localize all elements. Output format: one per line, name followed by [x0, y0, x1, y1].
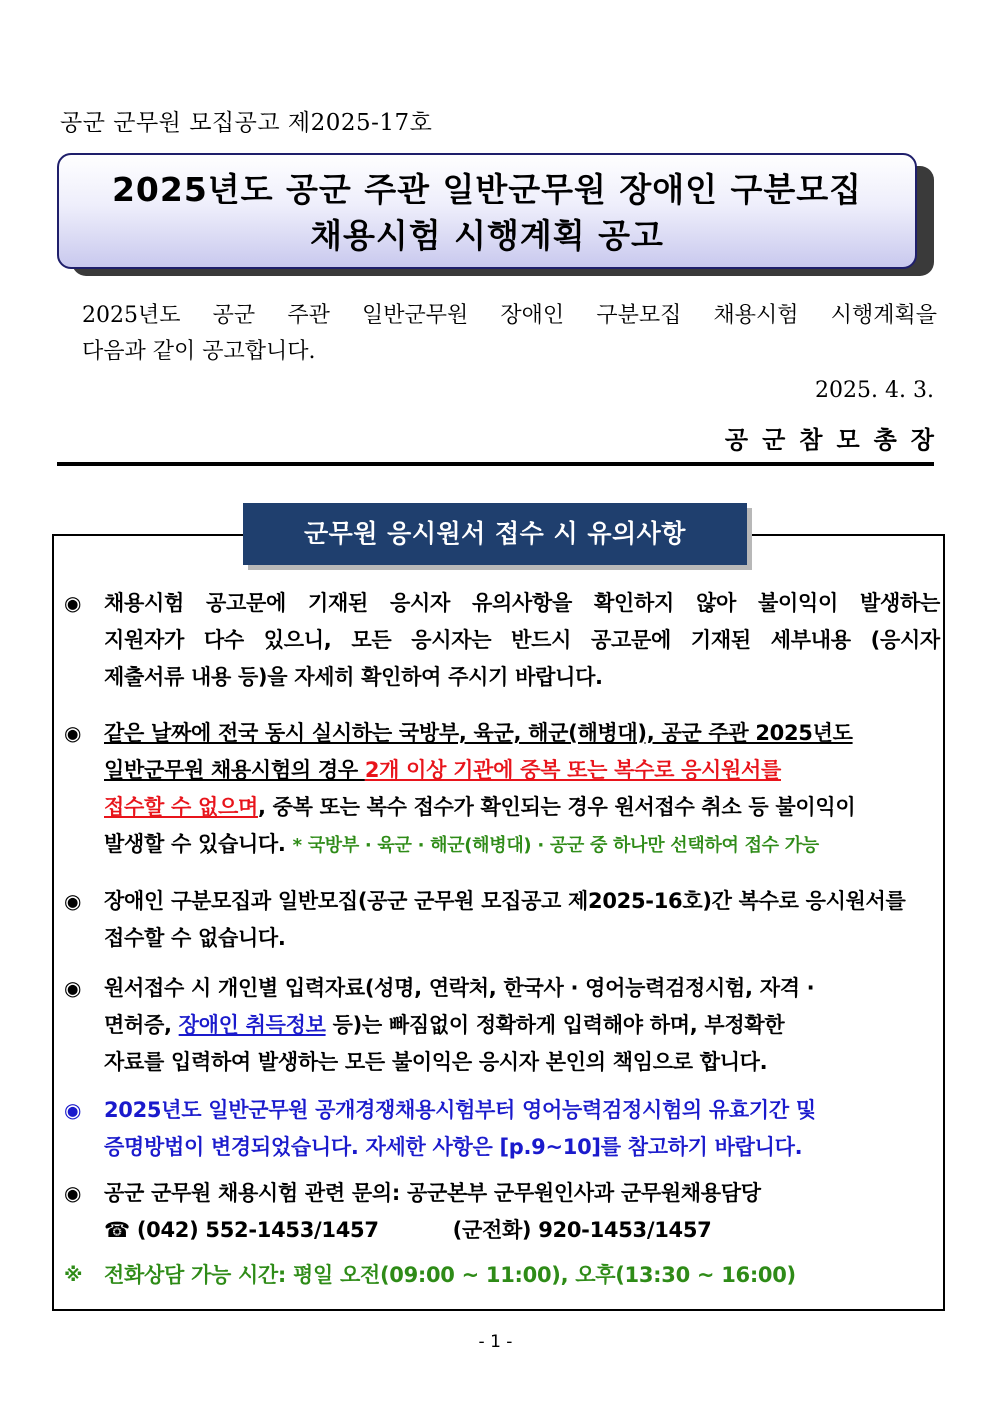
item3-line2: 접수할 수 없습니다. — [104, 926, 286, 950]
item1-line3: 제출서류 내용 등)을 자세히 확인하여 주시기 바랍니다. — [104, 665, 603, 689]
item2-line1: 같은 날짜에 전국 동시 실시하는 국방부, 육군, 해군(해병대), 공군 주관 2025년도 — [104, 721, 853, 745]
military-phone-number: (군전화) 920-1453/1457 — [452, 1218, 712, 1242]
bullet-icon: ◉ — [64, 889, 82, 913]
item4-line3: 자료를 입력하여 발생하는 모든 불이익은 응시자 본인의 책임으로 합니다. — [104, 1050, 768, 1074]
item1-line1: 채용시험 공고문에 기재된 응시자 유의사항을 확인하지 않아 불이익이 발생하는 — [104, 591, 940, 615]
notice-item-1 — [64, 585, 940, 696]
item4-line2: 면허증, 장애인 취득정보 등)는 빠짐없이 정확하게 입력해야 하며, 부정확한 — [104, 1013, 785, 1037]
title-line-2: 채용시험 시행계획 공고 — [310, 216, 664, 255]
bullet-icon: ◉ — [64, 1181, 82, 1205]
title-line-1: 2025년도 공군 주관 일반군무원 장애인 구분모집 — [111, 170, 863, 209]
bullet-icon: ◉ — [64, 591, 82, 615]
divider-rule — [57, 462, 934, 466]
phone-number: (042) 552-1453/1457 — [136, 1218, 379, 1242]
cannot-submit-warning: 접수할 수 없으며 — [104, 795, 258, 819]
notice-item-2 — [64, 715, 940, 864]
intro-word: 구분모집 — [596, 303, 682, 328]
item2-line3: 접수할 수 없으며, 중복 또는 복수 접수가 확인되는 경우 원서접수 취소 등 불이익이 — [104, 795, 856, 819]
note-mark-icon: ※ — [64, 1264, 83, 1286]
bullet-icon: ◉ — [64, 976, 82, 1000]
disability-info-link[interactable]: 장애인 취득정보 — [178, 1013, 326, 1037]
item3-line1: 장애인 구분모집과 일반모집(공군 군무원 모집공고 제2025-16호)간 복수로 응시원서를 — [104, 889, 906, 913]
phone-icon: ☎ — [104, 1218, 130, 1242]
item6-line2 — [104, 1212, 940, 1249]
agency-choice-note: * 국방부 · 육군 · 해군(해병대) · 공군 중 하나만 선택하여 접수 가능 — [292, 835, 819, 856]
call-hours-note: ※ 전화상담 가능 시간: 평일 오전(09:00 ~ 11:00), 오후(13:30 ~ 16:00) — [64, 1257, 940, 1294]
intro-word: 장애인 — [500, 303, 565, 328]
intro-word: 일반군무원 — [362, 303, 469, 328]
bullet-icon: ◉ — [64, 1098, 82, 1122]
notice-item-3 — [64, 883, 940, 957]
issuer: 공군참모총장 — [724, 425, 948, 454]
intro-word: 공군 — [212, 303, 256, 328]
page-number: - 1 - — [478, 1332, 513, 1352]
item5-line2: 증명방법이 변경되었습니다. 자세한 사항은 [p.9~10]를 참고하기 바랍니다. — [104, 1135, 803, 1159]
announcement-date: 2025. 4. 3. — [815, 378, 934, 403]
intro-word: 시행계획을 — [830, 303, 937, 328]
item5-line1: 2025년도 일반군무원 공개경쟁채용시험부터 영어능력검정시험의 유효기간 및 — [104, 1098, 816, 1122]
notice-item-5 — [64, 1092, 940, 1166]
item2-line4: 발생할 수 있습니다. * 국방부 · 육군 · 해군(해병대) · 공군 중 하나만 선택하여 접수 가능 — [104, 832, 819, 856]
intro-line-2: 다음과 같이 공고합니다. — [82, 339, 316, 364]
notice-number: 공군 군무원 모집공고 제2025-17호 — [60, 110, 433, 136]
intro-word: 주관 — [287, 303, 330, 328]
title-banner — [57, 153, 917, 269]
bullet-icon: ◉ — [64, 721, 82, 745]
item6-line1: 공군 군무원 채용시험 관련 문의: 공군본부 군무원인사과 군무원채용담당 — [104, 1181, 761, 1205]
intro-paragraph — [82, 298, 937, 370]
item1-line2: 지원자가 다수 있으니, 모든 응시자는 반드시 공고문에 기재된 세부내용 (응시자 — [104, 628, 940, 652]
notice-item-6 — [64, 1175, 940, 1249]
intro-word: 채용시험 — [713, 303, 799, 328]
duplicate-warning: 2개 이상 기관에 중복 또는 복수로 응시원서를 — [364, 758, 781, 782]
item2-line2: 일반군무원 채용시험의 경우 2개 이상 기관에 중복 또는 복수로 응시원서를 — [104, 758, 781, 782]
notice-box-title: 군무원 응시원서 접수 시 유의사항 — [243, 503, 747, 565]
item4-line1: 원서접수 시 개인별 입력자료(성명, 연락처, 한국사 · 영어능력검정시험, 자격 · — [104, 976, 815, 1000]
intro-line-1 — [82, 298, 937, 334]
intro-word: 2025년도 — [82, 303, 181, 328]
notice-item-4 — [64, 970, 940, 1081]
